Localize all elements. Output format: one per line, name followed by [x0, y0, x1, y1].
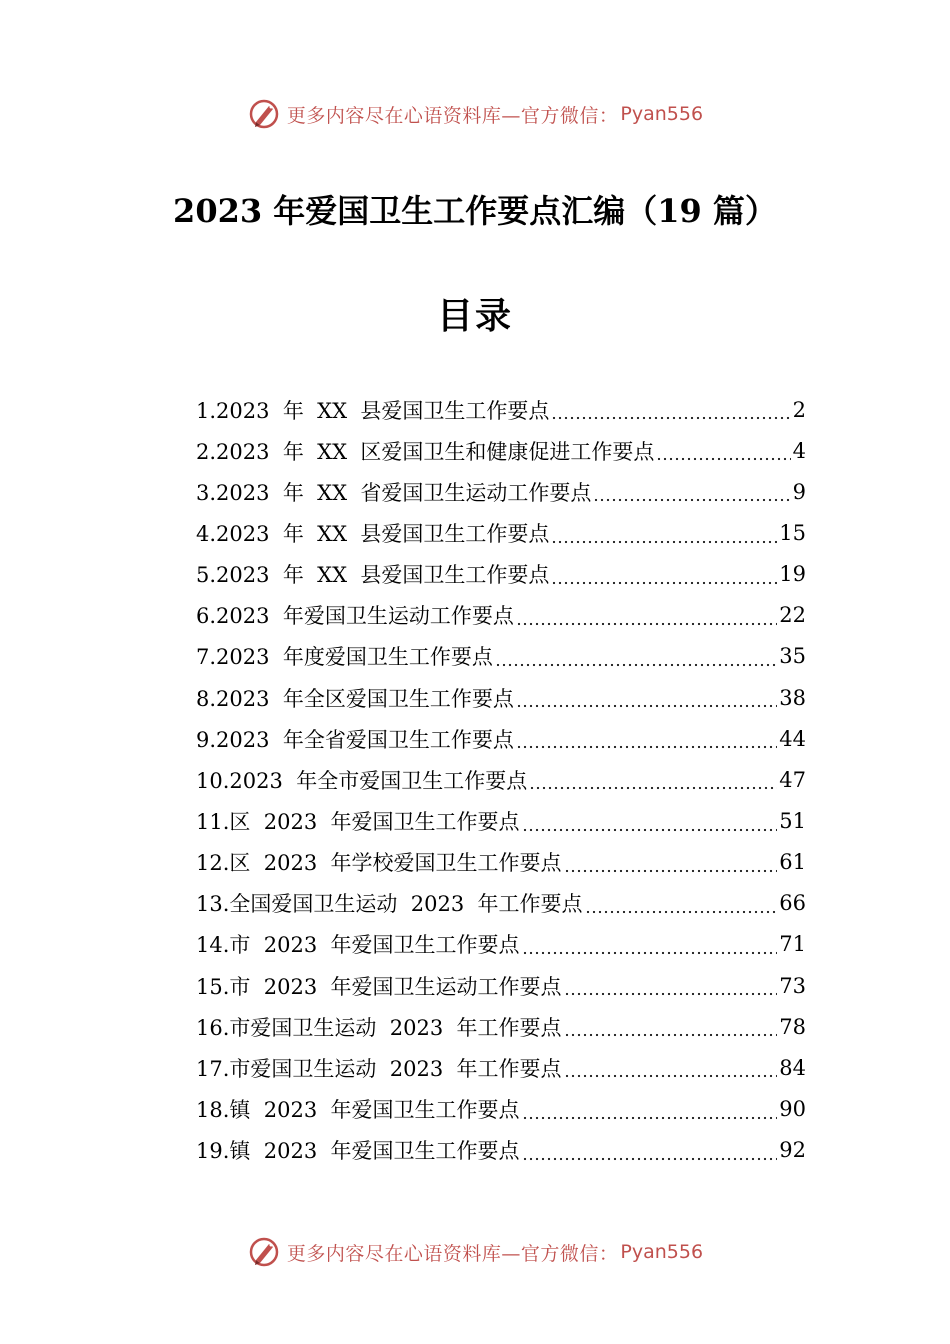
toc-entry[interactable]: [196, 965, 806, 1006]
toc-entry-title: 8.2023 年全区爱国卫生工作要点: [196, 686, 514, 711]
toc-entry[interactable]: [196, 924, 806, 965]
toc-entry-page-number: 9: [792, 479, 806, 504]
toc-entry-page-number: 44: [779, 726, 806, 751]
toc-entry-page-number: 84: [779, 1055, 806, 1080]
toc-entry-page-number: 15: [779, 520, 806, 545]
toc-entry[interactable]: [196, 759, 806, 800]
document-title: 2023 年爱国卫生工作要点汇编（19 篇）: [173, 192, 777, 230]
toc-entry[interactable]: [196, 595, 806, 636]
toc-entry[interactable]: [196, 430, 806, 471]
toc-dot-leader: [522, 1157, 778, 1161]
toc-entry-page-number: 47: [779, 767, 806, 792]
toc-dot-leader: [522, 828, 778, 832]
toc-dot-leader: [551, 581, 777, 585]
toc-entry-page-number: 73: [779, 973, 806, 998]
pen-circle-logo-icon: [247, 1235, 281, 1269]
toc-dot-leader: [656, 457, 790, 461]
toc-dot-leader: [529, 786, 777, 790]
toc-entry-title: 4.2023 年 XX 县爱国卫生工作要点: [196, 521, 550, 546]
toc-entry[interactable]: [196, 1006, 806, 1047]
toc-entry-title: 5.2023 年 XX 县爱国卫生工作要点: [196, 563, 550, 588]
toc-entry-page-number: 2: [792, 397, 806, 422]
toc-dot-leader: [522, 951, 778, 955]
toc-dot-leader: [564, 992, 778, 996]
toc-entry-title: 13.全国爱国卫生运动 2023 年工作要点: [196, 892, 583, 917]
header-watermark: [0, 94, 950, 134]
toc-dot-leader: [516, 745, 777, 749]
watermark-text: 更多内容尽在心语资料库—官方微信：: [286, 1242, 619, 1265]
toc-entry-page-number: 61: [779, 850, 806, 875]
toc-entry-page-number: 71: [779, 932, 806, 957]
toc-dot-leader: [593, 498, 790, 502]
toc-entry-page-number: 51: [779, 808, 806, 833]
toc-dot-leader: [522, 1116, 778, 1120]
toc-entry-title: 1.2023 年 XX 县爱国卫生工作要点: [196, 398, 550, 423]
toc-entry-title: 11.区 2023 年爱国卫生工作要点: [196, 809, 520, 834]
toc-entry[interactable]: [196, 512, 806, 553]
toc-dot-leader: [564, 1074, 778, 1078]
toc-entry-title: 2.2023 年 XX 区爱国卫生和健康促进工作要点: [196, 439, 655, 464]
toc-heading: 目录: [436, 295, 513, 337]
toc-entry[interactable]: [196, 1088, 806, 1129]
watermark-text: 更多内容尽在心语资料库—官方微信：: [286, 104, 619, 127]
toc-entry[interactable]: [196, 718, 806, 759]
toc-entry[interactable]: [196, 471, 806, 512]
toc-dot-leader: [551, 416, 790, 420]
toc-entry-page-number: 66: [779, 891, 806, 916]
toc-entry[interactable]: [196, 1130, 806, 1171]
toc-entry[interactable]: [196, 1047, 806, 1088]
watermark-wechat-id: Pyan556: [620, 103, 704, 125]
toc-entry-title: 10.2023 年全市爱国卫生工作要点: [196, 768, 528, 793]
toc-dot-leader: [516, 704, 777, 708]
footer-watermark: [0, 1232, 950, 1272]
toc-entry-page-number: 19: [779, 562, 806, 587]
toc-entry-page-number: 90: [779, 1096, 806, 1121]
toc-entry-page-number: 92: [779, 1138, 806, 1163]
toc-dot-leader: [551, 540, 777, 544]
toc-entry[interactable]: [196, 883, 806, 924]
toc-entry-page-number: 35: [779, 644, 806, 669]
toc-entry-title: 15.市 2023 年爱国卫生运动工作要点: [196, 974, 562, 999]
toc-dot-leader: [495, 663, 777, 667]
toc-entry-title: 18.镇 2023 年爱国卫生工作要点: [196, 1097, 520, 1122]
watermark-wechat-id: Pyan556: [620, 1241, 704, 1263]
toc-entry-page-number: 38: [779, 685, 806, 710]
toc-entry-title: 12.区 2023 年学校爱国卫生工作要点: [196, 851, 562, 876]
toc-entry-title: 17.市爱国卫生运动 2023 年工作要点: [196, 1056, 562, 1081]
toc-entry-title: 9.2023 年全省爱国卫生工作要点: [196, 727, 514, 752]
table-of-contents: [196, 389, 806, 1171]
toc-entry-title: 14.市 2023 年爱国卫生工作要点: [196, 933, 520, 958]
toc-entry-title: 16.市爱国卫生运动 2023 年工作要点: [196, 1015, 562, 1040]
toc-entry[interactable]: [196, 389, 806, 430]
toc-entry-title: 6.2023 年爱国卫生运动工作要点: [196, 604, 514, 629]
toc-entry-title: 19.镇 2023 年爱国卫生工作要点: [196, 1139, 520, 1164]
toc-dot-leader: [516, 622, 777, 626]
toc-entry[interactable]: [196, 554, 806, 595]
pen-circle-logo-icon: [247, 97, 281, 131]
toc-dot-leader: [585, 910, 778, 914]
toc-entry[interactable]: [196, 636, 806, 677]
toc-entry-title: 7.2023 年度爱国卫生工作要点: [196, 645, 493, 670]
toc-dot-leader: [564, 1033, 778, 1037]
toc-entry[interactable]: [196, 677, 806, 718]
toc-entry-page-number: 22: [779, 603, 806, 628]
toc-dot-leader: [564, 869, 778, 873]
toc-entry-page-number: 78: [779, 1014, 806, 1039]
toc-entry[interactable]: [196, 800, 806, 841]
toc-entry[interactable]: [196, 842, 806, 883]
toc-entry-page-number: 4: [792, 438, 806, 463]
toc-entry-title: 3.2023 年 XX 省爱国卫生运动工作要点: [196, 480, 592, 505]
